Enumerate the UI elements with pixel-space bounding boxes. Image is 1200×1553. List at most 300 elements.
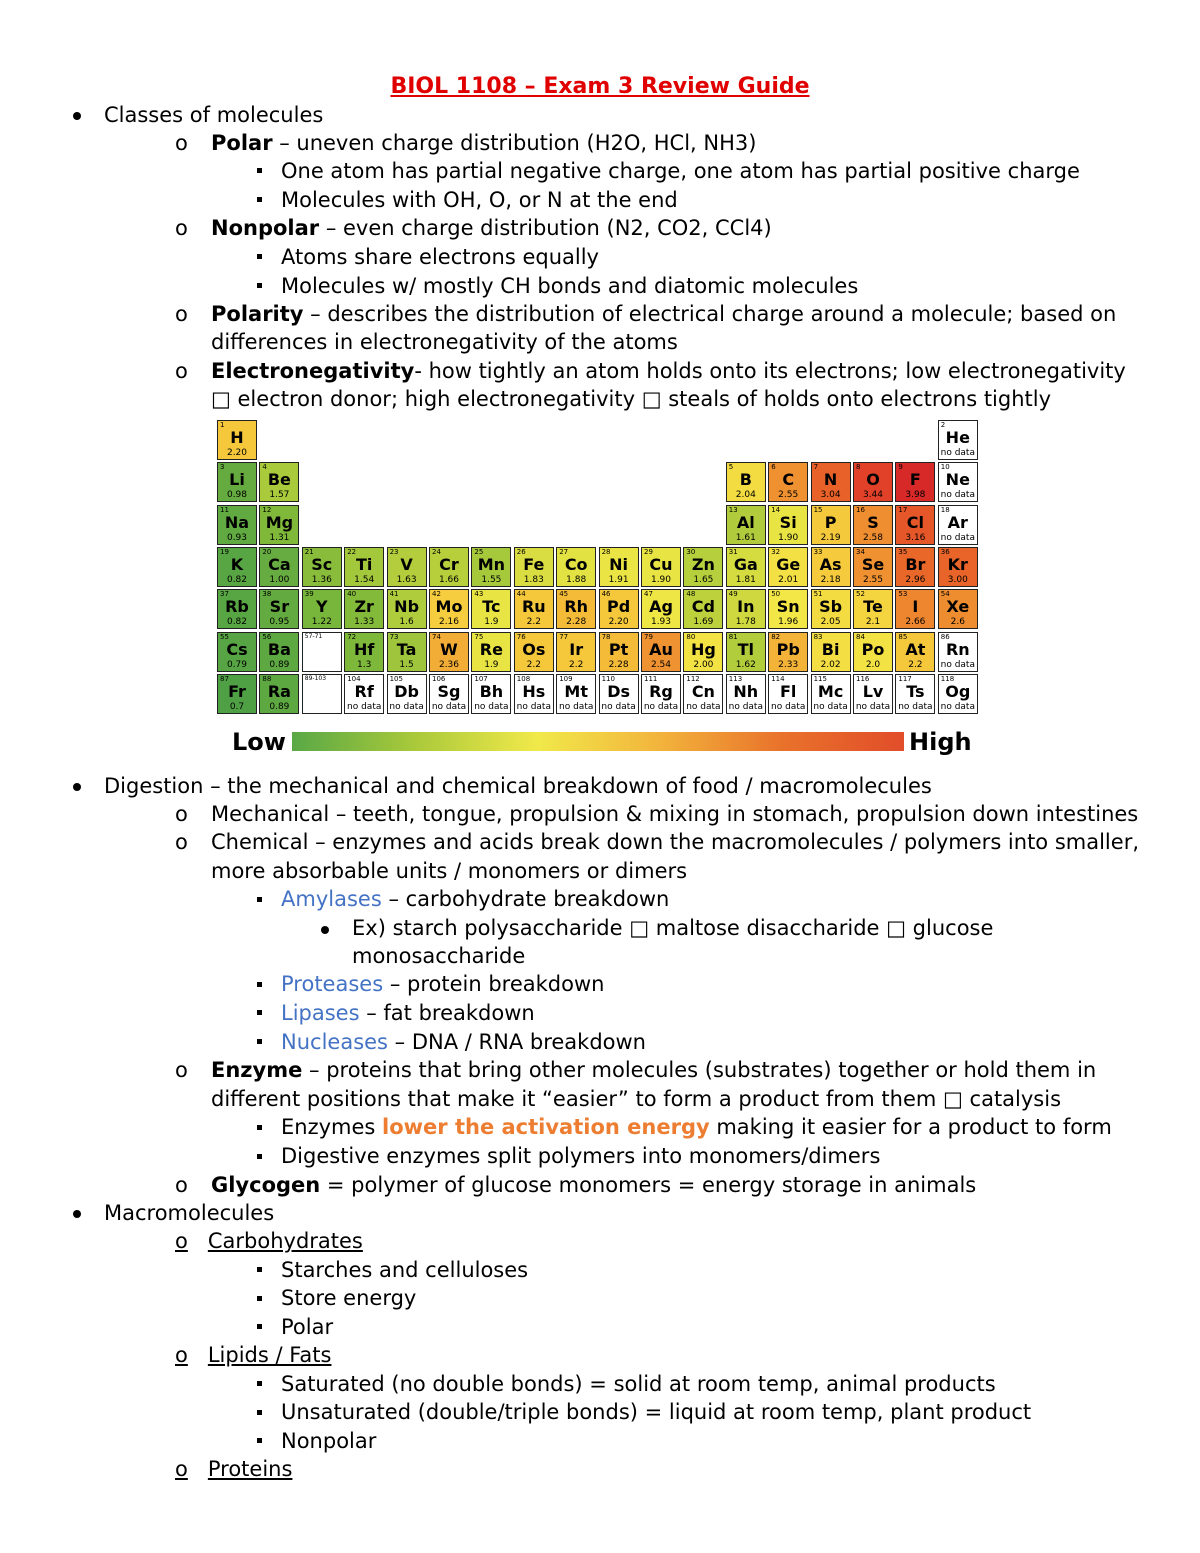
o-marker: o [175,830,188,854]
example-line-2: monosaccharide [352,944,526,968]
element-symbol: Ru [521,597,546,617]
atomic-number: 23 [389,547,399,556]
element-symbol: Tl [737,639,754,659]
chemical-item-1: Chemical – enzymes and acids break down the macromolecules / polymers into smaller, [211,830,1139,854]
element-cell-cs [217,632,257,672]
atomic-number: 9 [898,463,903,472]
enzymes-post: making it easier for a product to form [709,1115,1112,1139]
element-cell-si [768,505,808,545]
atomic-number: 21 [304,547,314,556]
enzyme-term: Enzyme [211,1058,303,1082]
atomic-number: 28 [601,547,611,556]
element-symbol: Lv [862,681,884,701]
element-symbol: Co [564,554,588,574]
square-bullet [257,254,262,259]
element-cell-au [641,632,681,672]
atomic-number: 45 [559,590,569,599]
lipases-item [281,999,535,1027]
element-cell-v [387,547,427,587]
carbs-bullet-3: Polar [281,1315,334,1339]
atomic-number: 27 [559,547,569,556]
square-bullet [257,982,262,987]
electronegativity-def-2: □ electron donor; high electronegativity □ steals of holds onto electrons tightly [211,387,1052,411]
atomic-number: 14 [771,505,781,514]
atomic-number: 47 [644,590,653,599]
electronegativity-value: 2.05 [820,617,841,628]
element-cell-mt [556,674,596,714]
element-cell-ge [768,547,808,587]
electronegativity-value: 2.19 [820,532,841,543]
element-symbol: Cn [691,681,715,701]
element-cell-sn [768,589,808,629]
series-range-label: 89-103 [304,674,327,682]
element-symbol: Si [779,512,797,532]
electronegativity-value: 3.04 [820,490,841,501]
lipases-def: – fat breakdown [359,1001,535,1025]
atomic-number: 36 [940,547,950,556]
square-bullet [257,1410,262,1415]
electronegativity-value: 1.78 [735,617,756,628]
example-line-1: Ex) starch polysaccharide □ maltose disaccharide □ glucose [352,916,994,940]
square-bullet [257,168,262,173]
element-cell-mg [259,505,299,545]
element-symbol: Ra [267,681,291,701]
electronegativity-value: 1.66 [438,574,460,585]
nucleases-term: Nucleases [281,1030,388,1054]
element-cell-b [726,462,766,502]
electronegativity-value: no data [389,701,424,712]
element-symbol: In [737,597,755,617]
element-symbol: Ga [733,554,758,574]
element-cell-n [811,462,851,502]
electronegativity-value: 2.6 [950,617,965,628]
element-cell-po [853,632,893,672]
element-symbol: I [912,597,919,617]
element-cell-in [726,589,766,629]
square-bullet [257,1381,262,1386]
atomic-number: 37 [220,590,229,599]
element-cell-sb [811,589,851,629]
atomic-number: 35 [898,547,908,556]
element-cell-tl [726,632,766,672]
electronegativity-value: no data [431,701,467,712]
element-cell-rb [217,589,257,629]
periodic-table [217,420,983,720]
bullet-dot [321,926,329,934]
nonpolar-term: Nonpolar [211,216,320,240]
electronegativity-value: 1.5 [399,659,414,670]
electronegativity-value: 1.36 [311,574,332,585]
atomic-number: 86 [940,632,950,641]
electronegativity-value: 0.82 [226,574,248,585]
element-symbol: Pt [608,639,629,659]
element-symbol: Og [945,681,971,701]
element-symbol: He [945,428,970,447]
atomic-number: 83 [813,632,823,641]
o-marker: o [175,1173,188,1197]
electronegativity-value: no data [686,701,721,712]
element-cell-kr [938,547,978,587]
atomic-number: 42 [432,590,441,599]
electronegativity-value: 2.02 [820,659,841,670]
electronegativity-value: no data [940,701,975,712]
electronegativity-value: 0.82 [226,617,248,628]
o-marker: o [175,131,188,155]
element-cell-zn [683,547,723,587]
amylases-def: – carbohydrate breakdown [381,887,670,911]
element-symbol: Ag [649,597,673,617]
element-cell-ba [259,632,299,672]
atomic-number: 5 [728,463,734,472]
element-cell-rn [938,632,978,672]
element-symbol: Kr [947,554,968,574]
element-symbol: Ar [947,512,968,532]
electronegativity-value: 1.63 [396,574,417,585]
o-marker: o [175,1457,188,1481]
proteases-item [281,970,604,998]
element-cell-hf [344,632,384,672]
element-symbol: N [823,470,838,490]
electronegativity-value: 1.33 [354,617,375,628]
element-cell-ca [259,547,299,587]
atomic-number: 109 [559,674,573,683]
element-symbol: Fr [228,681,246,701]
element-cell-sg [429,674,469,714]
atomic-number: 39 [304,590,314,599]
element-cell-zr [344,589,384,629]
element-cell-te [853,589,893,629]
lipases-term: Lipases [281,1001,360,1025]
element-symbol: F [909,470,921,490]
element-symbol: Bi [821,639,840,659]
electronegativity-value: 1.22 [311,617,332,628]
polar-def: – uneven charge distribution (H2O, HCl, NH3) [272,131,757,155]
square-bullet [257,197,262,202]
element-cell-al [726,505,766,545]
electronegativity-value: no data [898,701,933,712]
element-symbol: C [782,470,795,490]
electronegativity-value: 1.61 [735,532,756,543]
element-symbol: Pd [607,597,631,617]
electronegativity-value: 0.89 [269,701,290,712]
electronegativity-value: 0.79 [226,659,248,670]
atomic-number: 1 [220,421,225,429]
atomic-number: 111 [644,674,658,683]
o-marker: o [175,1343,188,1367]
element-cell-ds [599,674,639,714]
atomic-number: 79 [644,632,653,641]
element-symbol: Ge [776,554,801,574]
element-symbol: S [867,512,879,532]
atomic-number: 84 [856,632,865,641]
atomic-number: 78 [601,632,611,641]
element-symbol: Cs [226,639,248,659]
electronegativity-value: 1.81 [735,574,756,585]
atomic-number: 29 [644,547,653,556]
element-symbol: Mn [477,554,506,574]
element-symbol: Rb [225,597,249,617]
o-marker: o [175,1058,188,1082]
atomic-number: 108 [516,674,531,683]
element-cell-y [302,589,342,629]
element-symbol: Rf [354,681,374,701]
carbohydrates-heading [175,1227,363,1255]
element-symbol: Hg [690,639,716,659]
electronegativity-value: 2.01 [778,574,799,585]
carbohydrates-label: Carbohydrates [207,1229,363,1253]
element-cell-w [429,632,469,672]
element-cell-co [556,547,596,587]
electronegativity-value: no data [728,701,763,712]
atomic-number: 41 [389,590,399,599]
element-cell-at [895,632,935,672]
element-symbol: Mt [564,681,588,701]
atomic-number: 40 [347,590,357,599]
electronegativity-value: 1.3 [357,659,372,670]
electronegativity-value: no data [940,448,975,458]
glycogen-item [211,1171,976,1199]
element-symbol: Hs [522,681,546,701]
o-marker: o [175,802,188,826]
element-cell-o [853,462,893,502]
element-cell-os [514,632,554,672]
element-symbol: Fl [779,681,797,701]
amylases-item [281,885,669,913]
element-cell-cn [683,674,723,714]
polar-term: Polar [211,131,273,155]
electronegativity-value: 2.55 [778,490,799,501]
atomic-number: 17 [898,505,908,514]
square-bullet [257,283,262,288]
atomic-number: 26 [516,547,526,556]
element-symbol: Ne [945,470,970,490]
square-bullet [257,1154,262,1159]
element-symbol: B [739,470,752,490]
atomic-number: 16 [856,505,865,514]
element-cell-sc [302,547,342,587]
electronegativity-value: 2.66 [905,617,926,628]
chemical-item-2: more absorbable units / monomers or dimers [211,859,688,883]
atomic-number: 115 [813,674,827,683]
electronegativity-def-1: - how tightly an atom holds onto its electrons; low electronegativity [414,359,1126,383]
element-cell-cr [429,547,469,587]
atomic-number: 11 [220,505,229,514]
element-cell-ne [938,462,978,502]
atomic-number: 25 [474,547,484,556]
element-cell-cl [895,505,935,545]
glycogen-def: = polymer of glucose monomers = energy storage in animals [320,1173,977,1197]
element-symbol: Cu [649,554,673,574]
element-symbol: Tc [482,597,501,617]
atomic-number: 20 [262,547,272,556]
electronegativity-value: 1.91 [608,574,629,585]
electronegativity-value: 3.00 [947,574,968,585]
element-symbol: Rh [564,597,589,617]
atomic-number: 10 [940,463,950,472]
element-symbol: Au [649,639,673,659]
atomic-number: 117 [898,674,912,683]
element-cell-re [471,632,511,672]
electronegativity-value: no data [940,659,975,670]
atomic-number: 55 [220,632,229,641]
electronegativity-value: 2.58 [862,532,884,543]
element-cell-rg [641,674,681,714]
element-cell-k [217,547,257,587]
polarity-def-1: – describes the distribution of electrical charge around a molecule; based on [303,302,1117,326]
atomic-number: 31 [728,547,738,556]
digestive-enzymes-item: Digestive enzymes split polymers into monomers/dimers [281,1144,881,1168]
element-cell-mo [429,589,469,629]
element-cell-ru [514,589,554,629]
electronegativity-scale-bar [292,732,904,751]
element-cell-tc [471,589,511,629]
element-symbol: W [440,639,458,659]
element-symbol: Br [905,554,926,574]
bullet-dot [73,783,81,791]
electronegativity-value: 2.0 [865,659,881,670]
element-cell-ga [726,547,766,587]
electronegativity-value: no data [940,532,975,543]
polar-bullet-2: Molecules with OH, O, or N at the end [281,188,678,212]
element-cell-p [811,505,851,545]
atomic-number: 30 [686,547,696,556]
polar-item [211,129,756,157]
atomic-number: 75 [474,632,484,641]
element-symbol: Zr [354,597,374,617]
element-cell-ag [641,589,681,629]
atomic-number: 113 [728,674,743,683]
electronegativity-item [211,357,1126,385]
atomic-number: 53 [898,590,908,599]
atomic-number: 44 [516,590,526,599]
element-symbol: As [819,554,842,574]
electronegativity-value: no data [643,701,679,712]
element-cell-ts [895,674,935,714]
electronegativity-value: 1.93 [650,617,672,628]
element-symbol: H [230,428,244,447]
carbs-bullet-2: Store energy [281,1286,417,1310]
element-symbol: Sr [269,597,290,617]
element-symbol: Rn [945,639,970,659]
atomic-number: 22 [347,547,357,556]
atomic-number: 6 [771,463,776,472]
lipids-heading [175,1341,331,1369]
atomic-number: 18 [940,505,950,514]
atomic-number: 72 [347,632,357,641]
element-cell-ra [259,674,299,714]
element-cell-li [217,462,257,502]
element-cell-ir [556,632,596,672]
scale-low-label: Low [232,728,286,756]
element-cell-og [938,674,978,714]
element-cell-ti [344,547,384,587]
electronegativity-term: Electronegativity [211,359,415,383]
element-cell-cu [641,547,681,587]
atomic-number: 82 [771,632,781,641]
atomic-number: 80 [686,632,696,641]
nonpolar-def: – even charge distribution (N2, CO2, CCl4) [319,216,772,240]
element-symbol: Ti [355,554,373,574]
electronegativity-value: 2.20 [226,448,248,458]
element-symbol: Db [394,681,419,701]
electronegativity-value: 2.1 [865,617,881,628]
element-symbol: Hf [354,639,375,659]
atomic-number: 106 [432,674,446,683]
polarity-def-2: differences in electronegativity of the atoms [211,330,678,354]
electronegativity-value: 1.65 [693,574,714,585]
element-symbol: Li [229,470,245,490]
electronegativity-value: 1.90 [650,574,672,585]
polarity-item [211,300,1116,328]
element-symbol: Sc [311,554,333,574]
electronegativity-value: no data [516,701,551,712]
element-cell-ar [938,505,978,545]
electronegativity-value: 2.2 [526,659,541,670]
element-cell-se [853,547,893,587]
square-bullet [257,1438,262,1443]
atomic-number: 51 [813,590,823,599]
proteases-def: – protein breakdown [383,972,605,996]
atomic-number: 56 [262,632,272,641]
proteins-heading [175,1455,292,1483]
electronegativity-value: 1.96 [778,617,799,628]
enzyme-def-2: different positions that make it “easier” to form a product from them □ catalysis [211,1087,1062,1111]
electronegativity-value: 0.98 [226,490,248,501]
atomic-number: 73 [389,632,399,641]
element-symbol: Te [863,597,883,617]
electronegativity-value: 2.16 [438,617,460,628]
lipids-bullet-2: Unsaturated (double/triple bonds) = liquid at room temp, plant product [281,1400,1032,1424]
electronegativity-value: 2.04 [735,490,756,501]
o-marker: o [175,359,188,383]
polar-bullet-1: One atom has partial negative charge, one atom has partial positive charge [281,159,1080,183]
element-cell-mn [471,547,511,587]
element-cell-na [217,505,257,545]
electronegativity-value: 2.36 [438,659,460,670]
atomic-number: 110 [601,674,615,683]
element-cell-be [259,462,299,502]
electronegativity-value: 2.96 [905,574,926,585]
atomic-number: 34 [856,547,865,556]
atomic-number: 13 [728,505,738,514]
element-symbol: Ta [396,639,417,659]
nucleases-item [281,1028,646,1056]
element-cell-ni [599,547,639,587]
polarity-term: Polarity [211,302,304,326]
enzymes-pre: Enzymes [281,1115,383,1139]
element-symbol: Os [522,639,546,659]
electronegativity-value: no data [474,701,509,712]
electronegativity-value: no data [347,701,382,712]
element-symbol: Mc [817,681,844,701]
proteins-label: Proteins [207,1457,293,1481]
element-symbol: Ba [267,639,291,659]
element-cell-nb [387,589,427,629]
element-cell-f [895,462,935,502]
element-symbol: Po [861,639,885,659]
bullet-dot [73,1210,81,1218]
element-cell-as [811,547,851,587]
square-bullet [257,1125,262,1130]
nonpolar-bullet-1: Atoms share electrons equally [281,245,599,269]
atomic-number: 46 [601,590,611,599]
element-symbol: Zn [691,554,715,574]
element-cell-cd [683,589,723,629]
activation-energy-highlight: lower the activation energy [382,1115,710,1139]
lipids-bullet-1: Saturated (no double bonds) = solid at room temp, animal products [281,1372,996,1396]
element-symbol: At [905,639,926,659]
element-cell-c [768,462,808,502]
